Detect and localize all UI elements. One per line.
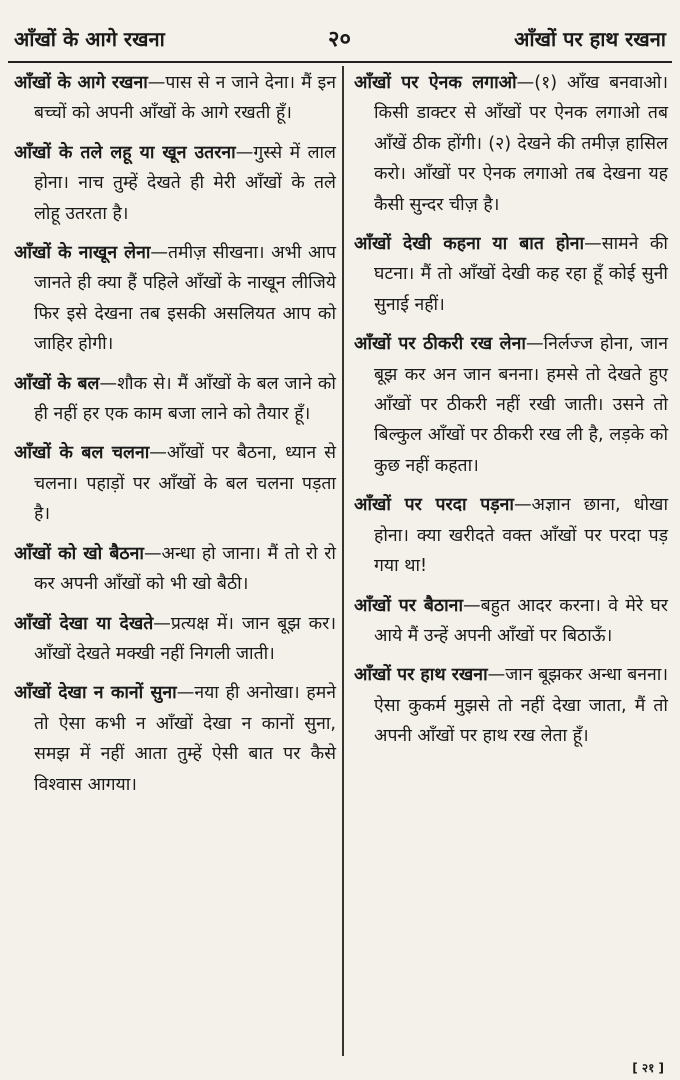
entry-definition: —शौक से। मैं आँखों के बल जाने को ही नहीं हर एक काम बजा लाने को तैयार हूँ। [34,373,336,425]
entry-definition: —सामने की घटना। मैं तो आँखों देखी कह रहा हूँ कोई सुनी सुनाई नहीं। [374,234,668,315]
page-number: २० [328,27,351,52]
dictionary-entry [14,68,336,129]
header-right-guideword: आँखों पर हाथ रखना [514,26,666,51]
entry-definition: —(१) आँख बनवाओ। किसी डाक्टर से आँखों पर ऐनक लगाओ तब आँखें ठीक होंगी। (२) देखने की तमीज़ हासिल करो। आँखों पर ऐनक लगाओ तब देखना यह कैसी सुन्दर चीज़ है। [374,73,668,215]
page-footer: [ २१ ] [632,1061,664,1075]
entry-definition: —पास से न जाने देना। मैं इन बच्चों को अपनी आँखों के आगे रखती हूँ। [34,73,336,124]
entry-headword: आँखों के नाखून लेना [14,243,151,264]
entry-definition: —तमीज़ सीखना। अभी आप जानते ही क्या हैं पहिले आँखों के नाखून लीजिये फिर इसे देखना तब इसकी असलियत आप को जाहिर होगी। [34,243,336,355]
dictionary-entry [354,68,668,220]
entry-headword: आँखों के बल [14,373,100,394]
header-rule [8,61,672,63]
dictionary-entry [354,329,668,481]
running-header [14,20,666,56]
dictionary-entry [14,238,336,360]
dictionary-entry [354,591,668,652]
entry-headword: आँखों पर ठीकरी रख लेना [354,334,526,355]
entry-headword: आँखों को खो बैठना [14,543,144,564]
dictionary-entry [14,138,336,229]
dictionary-entry [14,609,336,670]
entry-headword: आँखों पर परदा पड़ना [354,495,514,516]
dictionary-entry [14,369,336,430]
entry-definition: —अज्ञान छाना, धोखा होना। क्या खरीदते वक्त आँखों पर परदा पड़ गया था! [374,495,668,577]
entry-definition: —निर्लज्ज होना, जान बूझ कर अन जान बनना। हमसे तो देखते हुए आँखों पर ठीकरी नहीं रखी जाती। उसने तो बिल्कुल आँखों पर ठीकरी रख ली है, लड़के को कुछ नहीं कहता। [374,334,668,476]
entry-headword: आँखों के तले लहू या खून उतरना [14,142,236,163]
dictionary-entry [14,678,336,800]
entry-headword: आँखों देखा या देखते [14,613,154,634]
dictionary-entry [354,229,668,320]
dictionary-entry [354,660,668,751]
right-column [354,68,668,761]
entry-headword: आँखों देखा न कानों सुना [14,683,177,704]
entry-definition: —नया ही अनोखा। हमने तो ऐसा कभी न आँखों देखा न कानों सुना, समझ में नहीं आता तुम्हें ऐसी बात पर कैसे विश्वास आगया। [34,683,336,795]
entry-definition: —आँखों पर बैठना, ध्यान से चलना। पहाड़ों पर आँखों के बल चलना पड़ता है। [34,443,336,525]
entry-headword: आँखों पर बैठाना [354,595,463,616]
entry-headword: आँखों देखी कहना या बात होना [354,234,585,255]
entry-headword: आँखों पर हाथ रखना [354,665,488,686]
left-column [14,68,336,809]
entry-definition: —अन्धा हो जाना। मैं तो रो रो कर अपनी आँखों को भी खो बैठी। [34,543,336,595]
column-divider [342,66,344,1056]
entry-definition: —जान बूझकर अन्धा बनना। ऐसा कुकर्म मुझसे तो नहीं देखा जाता, मैं तो अपनी आँखों पर हाथ रख लेता हूँ। [374,665,668,747]
entry-definition: —गुस्से में लाल होना। नाच तुम्हें देखते ही मेरी आँखों के तले लोहू उतरता है। [34,142,336,224]
entry-headword: आँखों के बल चलना [14,443,150,464]
dictionary-entry [354,490,668,581]
dictionary-entry [14,539,336,600]
header-left-guideword: आँखों के आगे रखना [14,26,165,51]
entry-headword: आँखों के आगे रखना [14,73,148,93]
entry-definition: —प्रत्यक्ष में। जान बूझ कर। आँखों देखते मक्खी नहीं निगली जाती। [34,613,337,664]
entry-definition: —बहुत आदर करना। वे मेरे घर आये मैं उन्हें अपनी आँखों पर बिठाऊँ। [374,595,668,646]
dictionary-entry [14,438,336,529]
entry-headword: आँखों पर ऐनक लगाओ [354,73,517,93]
